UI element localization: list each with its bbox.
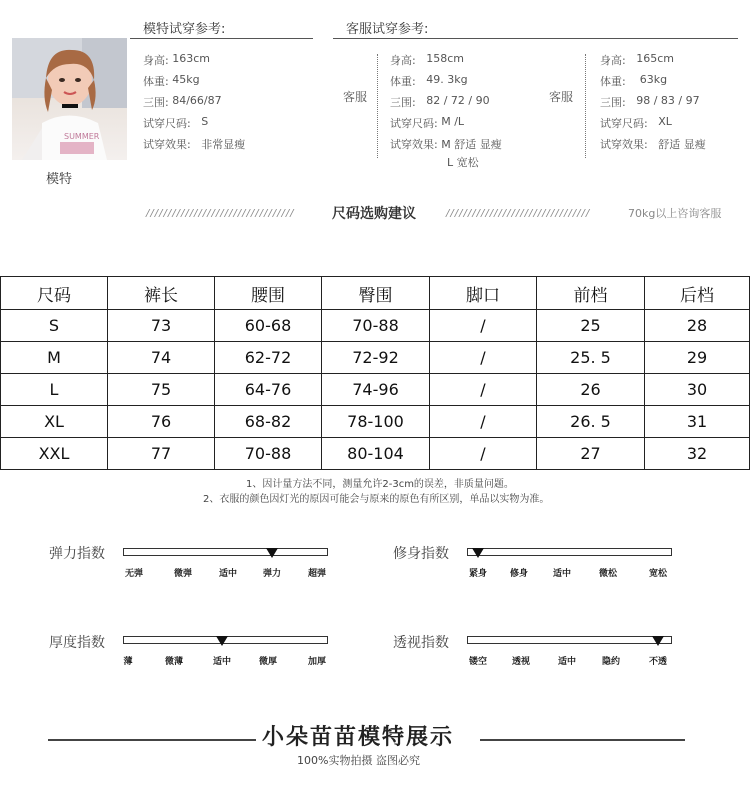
advice-title: 尺码选购建议: [332, 206, 416, 222]
table-cell: 30: [645, 374, 750, 406]
elasticity-tick: 微弹: [173, 569, 193, 579]
elasticity-tick: 无弹: [124, 569, 144, 579]
table-cell: 62-72: [215, 342, 322, 374]
fit-marker: [472, 548, 484, 558]
fit-track: [467, 548, 672, 556]
cs-a-stat-effect: 试穿效果: M 舒适 显瘦: [390, 138, 502, 151]
model-photo: [12, 38, 127, 160]
transparency-index-title: 透视指数: [393, 635, 449, 651]
cs-a-divider: [377, 54, 378, 158]
fit-tick: 适中: [552, 569, 572, 579]
cs-a-stat-effect-extra: L 宽松: [447, 156, 479, 169]
model-label: 模特: [46, 172, 73, 187]
cs-b-divider: [585, 54, 586, 158]
fit-tick: 微松: [598, 569, 618, 579]
table-cell: /: [430, 310, 537, 342]
thickness-tick: 薄: [123, 657, 133, 667]
table-row: [1, 438, 750, 470]
elasticity-tick: 弹力: [262, 569, 282, 579]
header-front-rise: 前档: [537, 277, 645, 310]
elasticity-index-title: 弹力指数: [49, 546, 105, 562]
footer-left-rule: [48, 739, 256, 741]
table-cell: XXL: [1, 438, 108, 470]
model-ref-title: 模特试穿参考:: [143, 22, 226, 37]
table-cell: 26: [537, 374, 645, 406]
cs-a-label: 客服: [343, 90, 368, 104]
thickness-tick: 微薄: [164, 657, 184, 667]
table-cell: L: [1, 374, 108, 406]
cs-a-stat-weight: 体重: 49. 3kg: [390, 73, 468, 88]
transparency-marker: [652, 636, 664, 646]
cs-a-stats: [390, 52, 502, 170]
table-cell: 64-76: [215, 374, 322, 406]
table-cell: 27: [537, 438, 645, 470]
table-cell: 74-96: [322, 374, 430, 406]
table-cell: 26. 5: [537, 406, 645, 438]
footer-title: 小朵苗苗模特展示: [262, 724, 455, 750]
advice-right-note: 70kg以上咨询客服: [628, 207, 722, 220]
table-cell: 72-92: [322, 342, 430, 374]
model-stat-height: 身高: 163cm: [143, 52, 210, 67]
table-cell: 70-88: [322, 310, 430, 342]
footer-right-rule: [480, 739, 685, 741]
table-cell: 75: [108, 374, 215, 406]
header-waist: 腰围: [215, 277, 322, 310]
table-row: [1, 374, 750, 406]
size-table: [0, 276, 750, 470]
cs-a-stat-height: 身高: 158cm: [390, 52, 464, 67]
cs-a-stat-size: 试穿尺码: M /L: [390, 115, 465, 130]
photo-shirt-text: SUMMER: [64, 132, 100, 141]
table-cell: /: [430, 342, 537, 374]
header-size: 尺码: [1, 277, 108, 310]
table-cell: 73: [108, 310, 215, 342]
transparency-tick: 镂空: [468, 657, 488, 667]
cs-a-stat-measurements: 三围: 82 / 72 / 90: [390, 94, 490, 109]
table-cell: 60-68: [215, 310, 322, 342]
table-row: [1, 342, 750, 374]
table-cell: 25: [537, 310, 645, 342]
thickness-tick: 加厚: [307, 657, 327, 667]
table-cell: M: [1, 342, 108, 374]
model-stat-effect: 试穿效果: 非常显瘦: [143, 138, 246, 151]
cs-ref-title: 客服试穿参考:: [346, 22, 429, 37]
fit-index-title: 修身指数: [393, 546, 449, 562]
model-stat-size: 试穿尺码: S: [143, 115, 209, 130]
fit-tick: 紧身: [468, 569, 488, 579]
model-ref-underline: [130, 38, 313, 39]
transparency-tick: 隐约: [601, 657, 621, 667]
model-stats: [143, 52, 245, 157]
thickness-tick: 适中: [212, 657, 232, 667]
size-table-header-row: [1, 277, 750, 310]
thickness-tick: 微厚: [258, 657, 278, 667]
fit-tick: 修身: [509, 569, 529, 579]
elasticity-track: [123, 548, 328, 556]
table-cell: 68-82: [215, 406, 322, 438]
table-cell: /: [430, 374, 537, 406]
footer-subtitle: 100%实物拍摄 盗图必究: [297, 754, 420, 767]
cs-b-stat-size: 试穿尺码: XL: [600, 115, 672, 130]
transparency-track: [467, 636, 672, 644]
table-cell: /: [430, 438, 537, 470]
table-cell: 31: [645, 406, 750, 438]
note-1: 1、因计量方法不同，测量允许2-3cm的误差，非质量问题。: [246, 479, 514, 490]
table-row: [1, 310, 750, 342]
model-stat-measurements: 三围: 84/66/87: [143, 94, 222, 109]
cs-b-stat-effect: 试穿效果: 舒适 显瘦: [600, 138, 706, 151]
header-leg-opening: 脚口: [430, 277, 537, 310]
table-cell: XL: [1, 406, 108, 438]
thickness-marker: [216, 636, 228, 646]
cs-b-stat-height: 身高: 165cm: [600, 52, 674, 67]
cs-b-stat-measurements: 三围: 98 / 83 / 97: [600, 94, 700, 109]
table-cell: 32: [645, 438, 750, 470]
transparency-tick: 透视: [511, 657, 531, 667]
table-cell: S: [1, 310, 108, 342]
cs-ref-underline: [333, 38, 738, 39]
table-cell: 29: [645, 342, 750, 374]
table-cell: 28: [645, 310, 750, 342]
table-cell: 25. 5: [537, 342, 645, 374]
elasticity-marker: [266, 548, 278, 558]
transparency-tick: 适中: [557, 657, 577, 667]
table-cell: 78-100: [322, 406, 430, 438]
table-cell: 70-88: [215, 438, 322, 470]
transparency-tick: 不透: [648, 657, 668, 667]
model-photo-illustration: [12, 38, 127, 160]
elasticity-tick: 适中: [218, 569, 238, 579]
thickness-index-title: 厚度指数: [49, 635, 105, 651]
advice-left-decoration: //////////////////////////////////: [146, 208, 295, 219]
table-cell: 74: [108, 342, 215, 374]
table-row: [1, 406, 750, 438]
cs-b-stat-weight: 体重: 63kg: [600, 73, 668, 88]
advice-right-decoration: /////////////////////////////////: [446, 208, 591, 219]
header-length: 裤长: [108, 277, 215, 310]
table-cell: 76: [108, 406, 215, 438]
fit-tick: 宽松: [648, 569, 668, 579]
cs-b-stats: [600, 52, 706, 157]
note-2: 2、衣服的颜色因灯光的原因可能会与原来的原色有所区别，单品以实物为准。: [203, 494, 550, 505]
table-cell: /: [430, 406, 537, 438]
table-cell: 80-104: [322, 438, 430, 470]
header-hip: 臀围: [322, 277, 430, 310]
cs-b-label: 客服: [549, 90, 574, 104]
header-back-rise: 后档: [645, 277, 750, 310]
table-cell: 77: [108, 438, 215, 470]
elasticity-tick: 超弹: [307, 569, 327, 579]
model-stat-weight: 体重: 45kg: [143, 73, 200, 88]
